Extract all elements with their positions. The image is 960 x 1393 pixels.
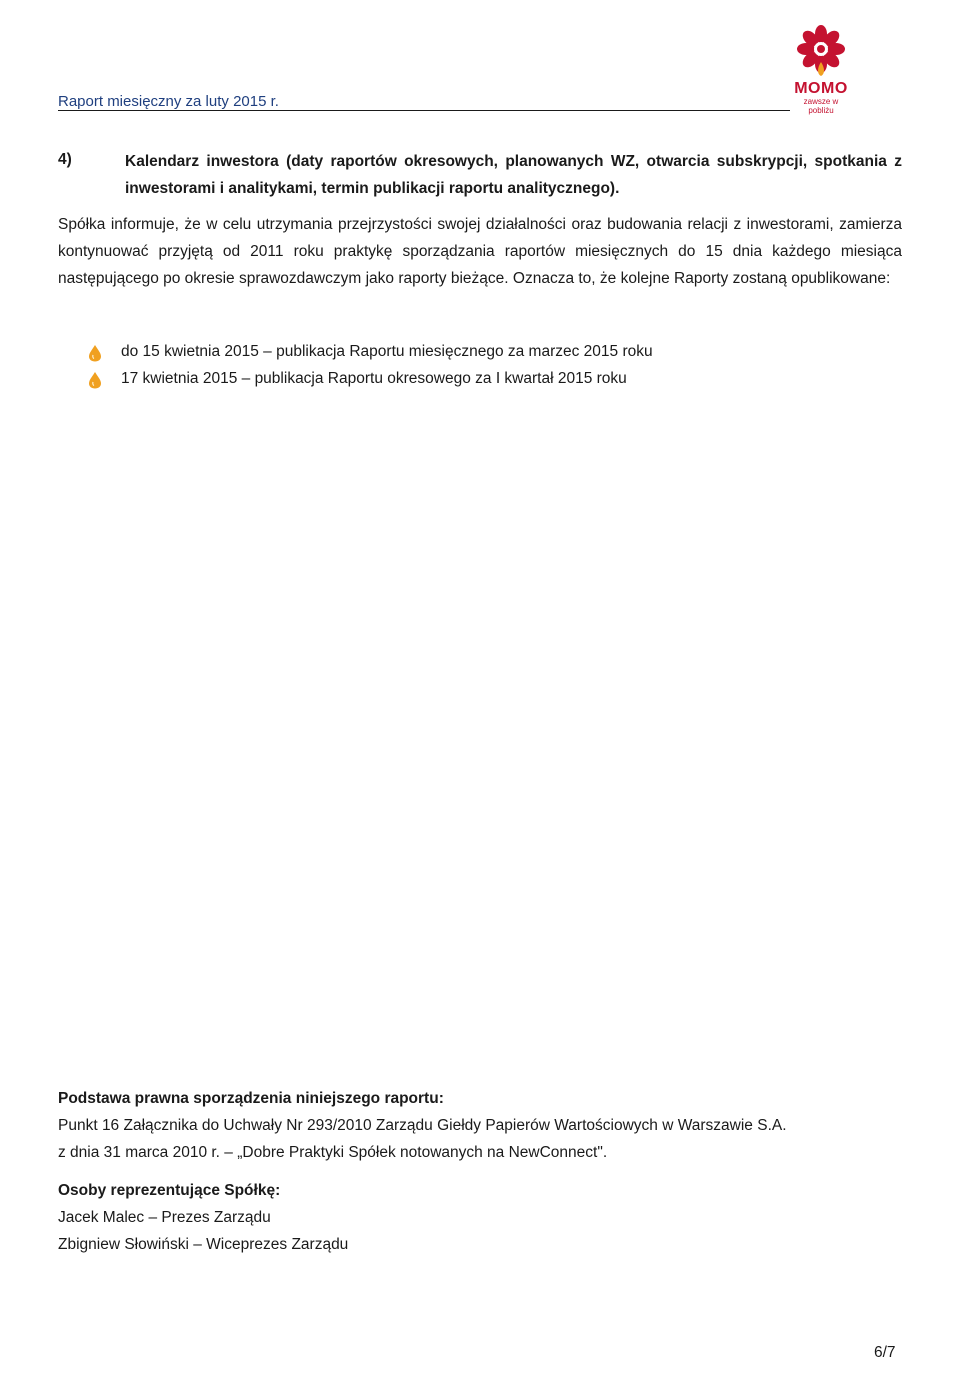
page-number: 6/7 xyxy=(874,1344,896,1361)
logo-brand-text: MOMO xyxy=(794,80,848,97)
representatives-heading: Osoby reprezentujące Spółkę: xyxy=(58,1182,281,1199)
section-number: 4) xyxy=(58,151,72,168)
section-heading: Kalendarz inwestora (daty raportów okresowych, planowanych WZ, otwarcia subskrypcji, spotkania z inwestorami i analitykami, termin publikacji raportu analitycznego). xyxy=(125,153,902,197)
representative-name: Jacek Malec – Prezes Zarządu xyxy=(58,1209,271,1226)
intro-paragraph: Spółka informuje, że w celu utrzymania przejrzystości swojej działalności oraz budowania relacji z inwestorami, zamierza kontynuować przyjętą od 2011 roku praktykę sporządzania raportów miesięcznych do 15 dnia każdego miesiąca następującego po okresie sprawozdawczym jako raporty bieżące. Oznacza to, że kolejne Raporty zostaną opublikowane: xyxy=(58,216,902,287)
header-title: Raport miesięczny za luty 2015 r. xyxy=(58,93,279,110)
drop-icon xyxy=(88,371,102,389)
list-item-text: 17 kwietnia 2015 – publikacja Raportu okresowego za I kwartał 2015 roku xyxy=(121,370,627,387)
legal-basis-heading: Podstawa prawna sporządzenia niniejszego raportu: xyxy=(58,1090,444,1107)
logo-tagline: zawsze w pobliżu xyxy=(803,97,839,115)
representative-name: Zbigniew Słowiński – Wiceprezes Zarządu xyxy=(58,1236,349,1253)
company-logo xyxy=(790,22,852,115)
legal-basis-line-2: z dnia 31 marca 2010 r. – „Dobre Praktyki Spółek notowanych na NewConnect". xyxy=(58,1144,608,1161)
flower-logo-icon xyxy=(790,22,852,80)
header-rule xyxy=(58,110,790,111)
legal-basis-line-1: Punkt 16 Załącznika do Uchwały Nr 293/2010 Zarządu Giełdy Papierów Wartościowych w Warszawie S.A. xyxy=(58,1117,787,1134)
list-item-text: do 15 kwietnia 2015 – publikacja Raportu miesięcznego za marzec 2015 roku xyxy=(121,343,653,360)
drop-icon xyxy=(88,344,102,362)
